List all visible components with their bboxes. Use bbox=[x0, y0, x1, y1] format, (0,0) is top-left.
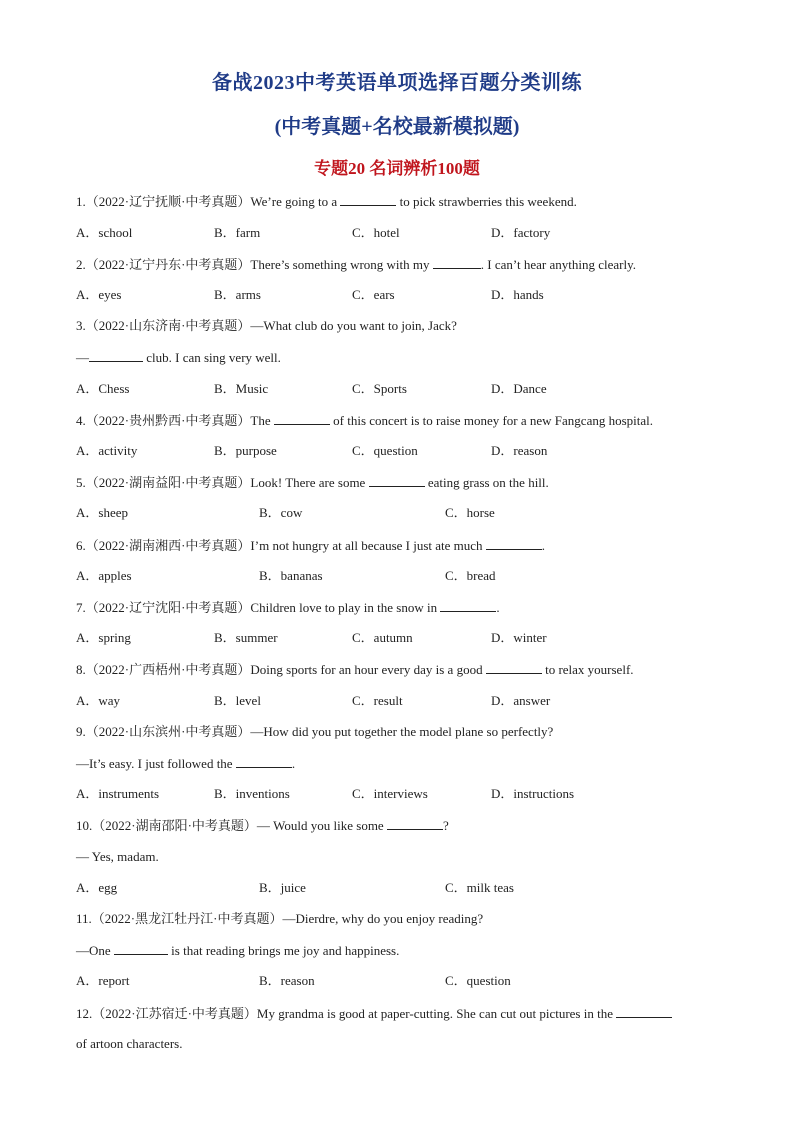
question-12: 12.（2022·江苏宿迁·中考真题）My grandma is good at paper-cutting. She can cut out pictures in the bbox=[76, 1004, 672, 1023]
answer-blank[interactable] bbox=[440, 598, 496, 612]
answer-blank[interactable] bbox=[433, 255, 481, 269]
answer-blank[interactable] bbox=[340, 192, 396, 206]
option-c[interactable]: C．bread bbox=[445, 568, 496, 583]
option-a[interactable]: A．egg bbox=[76, 880, 118, 895]
question-9: 9.（2022·山东滨州·中考真题）—How did you put together the model plane so perfectly? bbox=[76, 724, 554, 739]
option-c[interactable]: C．interviews bbox=[352, 786, 428, 801]
option-a[interactable]: A．apples bbox=[76, 568, 132, 583]
answer-blank[interactable] bbox=[274, 411, 330, 425]
question-12-line2: of artoon characters. bbox=[76, 1036, 183, 1051]
option-c[interactable]: C．ears bbox=[352, 287, 395, 302]
option-d[interactable]: D．factory bbox=[491, 225, 551, 240]
option-c[interactable]: C．result bbox=[352, 693, 403, 708]
option-b[interactable]: B．summer bbox=[214, 630, 278, 645]
option-a[interactable]: A．activity bbox=[76, 443, 138, 458]
answer-blank[interactable] bbox=[486, 536, 542, 550]
option-d[interactable]: D．reason bbox=[491, 443, 548, 458]
option-d[interactable]: D．instructions bbox=[491, 786, 575, 801]
question-11-line2: —One is that reading brings me joy and happiness. bbox=[76, 943, 400, 958]
option-c[interactable]: C．milk teas bbox=[445, 880, 514, 895]
option-a[interactable]: A．spring bbox=[76, 630, 131, 645]
option-a[interactable]: A．Chess bbox=[76, 381, 130, 396]
option-b[interactable]: B．purpose bbox=[214, 443, 277, 458]
option-a[interactable]: A．report bbox=[76, 973, 130, 988]
question-7: 7.（2022·辽宁沈阳·中考真题）Children love to play in the snow in . bbox=[76, 600, 500, 615]
option-a[interactable]: A．sheep bbox=[76, 505, 128, 520]
question-4: 4.（2022·贵州黔西·中考真题）The of this concert is to raise money for a new Fangcang hospital. bbox=[76, 413, 653, 428]
option-b[interactable]: B．farm bbox=[214, 225, 261, 240]
question-5: 5.（2022·湖南益阳·中考真题）Look! There are some eating grass on the hill. bbox=[76, 475, 549, 490]
question-8: 8.（2022·广西梧州·中考真题）Doing sports for an hour every day is a good to relax yourself. bbox=[76, 662, 634, 677]
option-c[interactable]: C．horse bbox=[445, 505, 495, 520]
answer-blank[interactable] bbox=[486, 660, 542, 674]
question-10-line2: — Yes, madam. bbox=[76, 849, 159, 864]
option-b[interactable]: B．inventions bbox=[214, 786, 290, 801]
option-c[interactable]: C．question bbox=[352, 443, 418, 458]
option-c[interactable]: C．question bbox=[445, 973, 511, 988]
option-a[interactable]: A．instruments bbox=[76, 786, 160, 801]
option-d[interactable]: D．winter bbox=[491, 630, 547, 645]
answer-blank[interactable] bbox=[387, 816, 443, 830]
answer-blank[interactable] bbox=[236, 754, 292, 768]
option-b[interactable]: B．arms bbox=[214, 287, 261, 302]
option-c[interactable]: C．hotel bbox=[352, 225, 400, 240]
question-1: 1.（2022·辽宁抚顺·中考真题）We’re going to a to pick strawberries this weekend. bbox=[76, 194, 577, 209]
option-d[interactable]: D．answer bbox=[491, 693, 551, 708]
option-a[interactable]: A．way bbox=[76, 693, 121, 708]
answer-blank[interactable] bbox=[89, 348, 143, 362]
document-title: 备战2023中考英语单项选择百题分类训练 bbox=[212, 72, 582, 94]
option-c[interactable]: C．autumn bbox=[352, 630, 413, 645]
option-b[interactable]: B．Music bbox=[214, 381, 269, 396]
option-b[interactable]: B．cow bbox=[259, 505, 303, 520]
question-3: 3.（2022·山东济南·中考真题）—What club do you want to join, Jack? bbox=[76, 318, 457, 333]
option-a[interactable]: A．eyes bbox=[76, 287, 122, 302]
answer-blank[interactable] bbox=[616, 1004, 672, 1018]
option-b[interactable]: B．juice bbox=[259, 880, 306, 895]
question-10: 10.（2022·湖南邵阳·中考真题）— Would you like some ? bbox=[76, 818, 449, 833]
option-d[interactable]: D．Dance bbox=[491, 381, 547, 396]
option-c[interactable]: C．Sports bbox=[352, 381, 407, 396]
question-6: 6.（2022·湖南湘西·中考真题）I’m not hungry at all because I just ate much . bbox=[76, 538, 546, 553]
question-3-line2: — club. I can sing very well. bbox=[76, 350, 281, 365]
question-11: 11.（2022·黑龙江牡丹江·中考真题）—Dierdre, why do you enjoy reading? bbox=[76, 911, 484, 926]
option-b[interactable]: B．bananas bbox=[259, 568, 323, 583]
option-b[interactable]: B．level bbox=[214, 693, 261, 708]
option-b[interactable]: B．reason bbox=[259, 973, 315, 988]
answer-blank[interactable] bbox=[369, 473, 425, 487]
topic-heading: 专题20 名词辨析100题 bbox=[314, 159, 480, 178]
option-a[interactable]: A．school bbox=[76, 225, 133, 240]
question-2: 2.（2022·辽宁丹东·中考真题）There’s something wrong with my . I can’t hear anything clearly. bbox=[76, 257, 636, 272]
option-d[interactable]: D．hands bbox=[491, 287, 544, 302]
answer-blank[interactable] bbox=[114, 941, 168, 955]
document-subtitle: (中考真题+名校最新模拟题) bbox=[274, 116, 520, 138]
question-9-line2: —It’s easy. I just followed the . bbox=[76, 756, 296, 771]
